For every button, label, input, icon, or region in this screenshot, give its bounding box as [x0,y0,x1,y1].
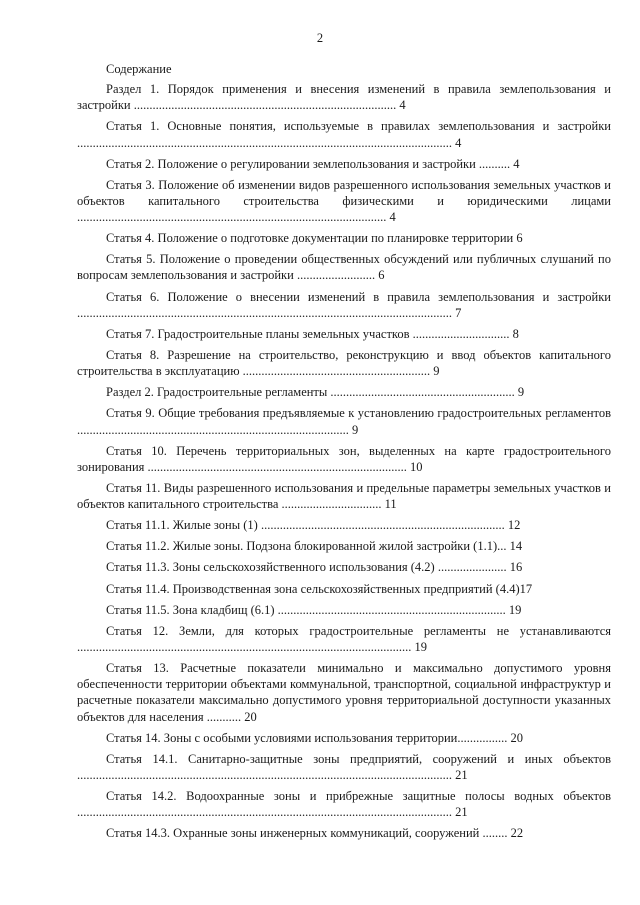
toc-entry-article-14: Статья 14. Зоны с особыми условиями использования территории................ 20 [106,730,523,745]
toc-entry-article-11-3: Статья 11.3. Зоны сельскохозяйственного использования (4.2) ...................... 16 [106,560,523,575]
toc-heading: Содержание [106,62,172,76]
toc-entry-article-9: Статья 9. Общие требования предъявляемые к установлению градостроительных регламентов ....................................................................................... 9 [77,406,611,437]
toc-entry-article-1: Статья 1. Основные понятия, используемые в правилах землепользования и застройки ........................................................................................................................ 4 [77,119,611,150]
toc-entry-article-6: Статья 6. Положение о внесении изменений в правила землепользования и застройки ........................................................................................................................ 7 [77,289,611,320]
toc-entry-article-11-4: Статья 11.4. Производственная зона сельскохозяйственных предприятий (4.4)17 [106,581,533,596]
toc-entry-section-2: Раздел 2. Градостроительные регламенты ........................................................... 9 [106,385,525,400]
toc-entry-article-14-1: Статья 14.1. Санитарно-защитные зоны предприятий, сооружений и иных объектов ........................................................................................................................ 21 [77,751,611,783]
toc-entry-article-12: Статья 12. Земли, для которых градостроительные регламенты не устанавливаются ........................................................................................................... 19 [77,623,611,654]
toc-entry-section-1: Раздел 1. Порядок применения и внесения изменений в правила землепользования и застройки .................................................................................... 4 [77,82,611,113]
toc-entry-article-14-2: Статья 14.2. Водоохранные зоны и прибрежные защитные полосы водных объектов ........................................................................................................................ 21 [77,789,611,820]
toc-entry-article-3: Статья 3. Положение об изменении видов разрешенного использования земельных участков и объектов капитального строительства физическими и юридическими лицами ................................................................................................... 4 [77,177,611,225]
table-of-contents [77,81,611,847]
toc-entry-article-5: Статья 5. Положение о проведении общественных обсуждений или публичных слушаний по вопросам землепользования и застройки ......................... 6 [77,252,611,283]
toc-entry-article-2: Статья 2. Положение о регулировании землепользования и застройки .......... 4 [106,156,520,171]
toc-entry-article-11-5: Статья 11.5. Зона кладбищ (6.1) ......................................................................... 19 [106,602,522,617]
toc-entry-article-7: Статья 7. Градостроительные планы земельных участков ............................... 8 [106,326,519,341]
toc-entry-article-10: Статья 10. Перечень территориальных зон, выделенных на карте градостроительного зонирования ................................................................................... 10 [77,443,611,474]
toc-entry-article-11: Статья 11. Виды разрешенного использования и предельные параметры земельных участков и объектов капитального строительства ................................ 11 [77,480,611,512]
toc-entry-article-13: Статья 13. Расчетные показатели минимально и максимально допустимого уровня обеспеченности территории объектами коммунальной, транспортной, социальной инфраструктур и расчетные показатели максимально допустимого уровня территориальной доступности указанных объектов для населения ........... 20 [77,661,611,724]
toc-entry-article-11-2: Статья 11.2. Жилые зоны. Подзона блокированной жилой застройки (1.1)... 14 [106,539,523,554]
page-number: 2 [316,31,324,45]
toc-entry-article-8: Статья 8. Разрешение на строительство, реконструкцию и ввод объектов капитального строительства в эксплуатацию ............................................................ 9 [77,347,611,379]
toc-entry-article-11-1: Статья 11.1. Жилые зоны (1) .............................................................................. 12 [106,518,521,533]
toc-entry-article-14-3: Статья 14.3. Охранные зоны инженерных коммуникаций, сооружений ........ 22 [106,826,524,841]
toc-entry-article-4: Статья 4. Положение о подготовке документации по планировке территории 6 [106,231,523,246]
